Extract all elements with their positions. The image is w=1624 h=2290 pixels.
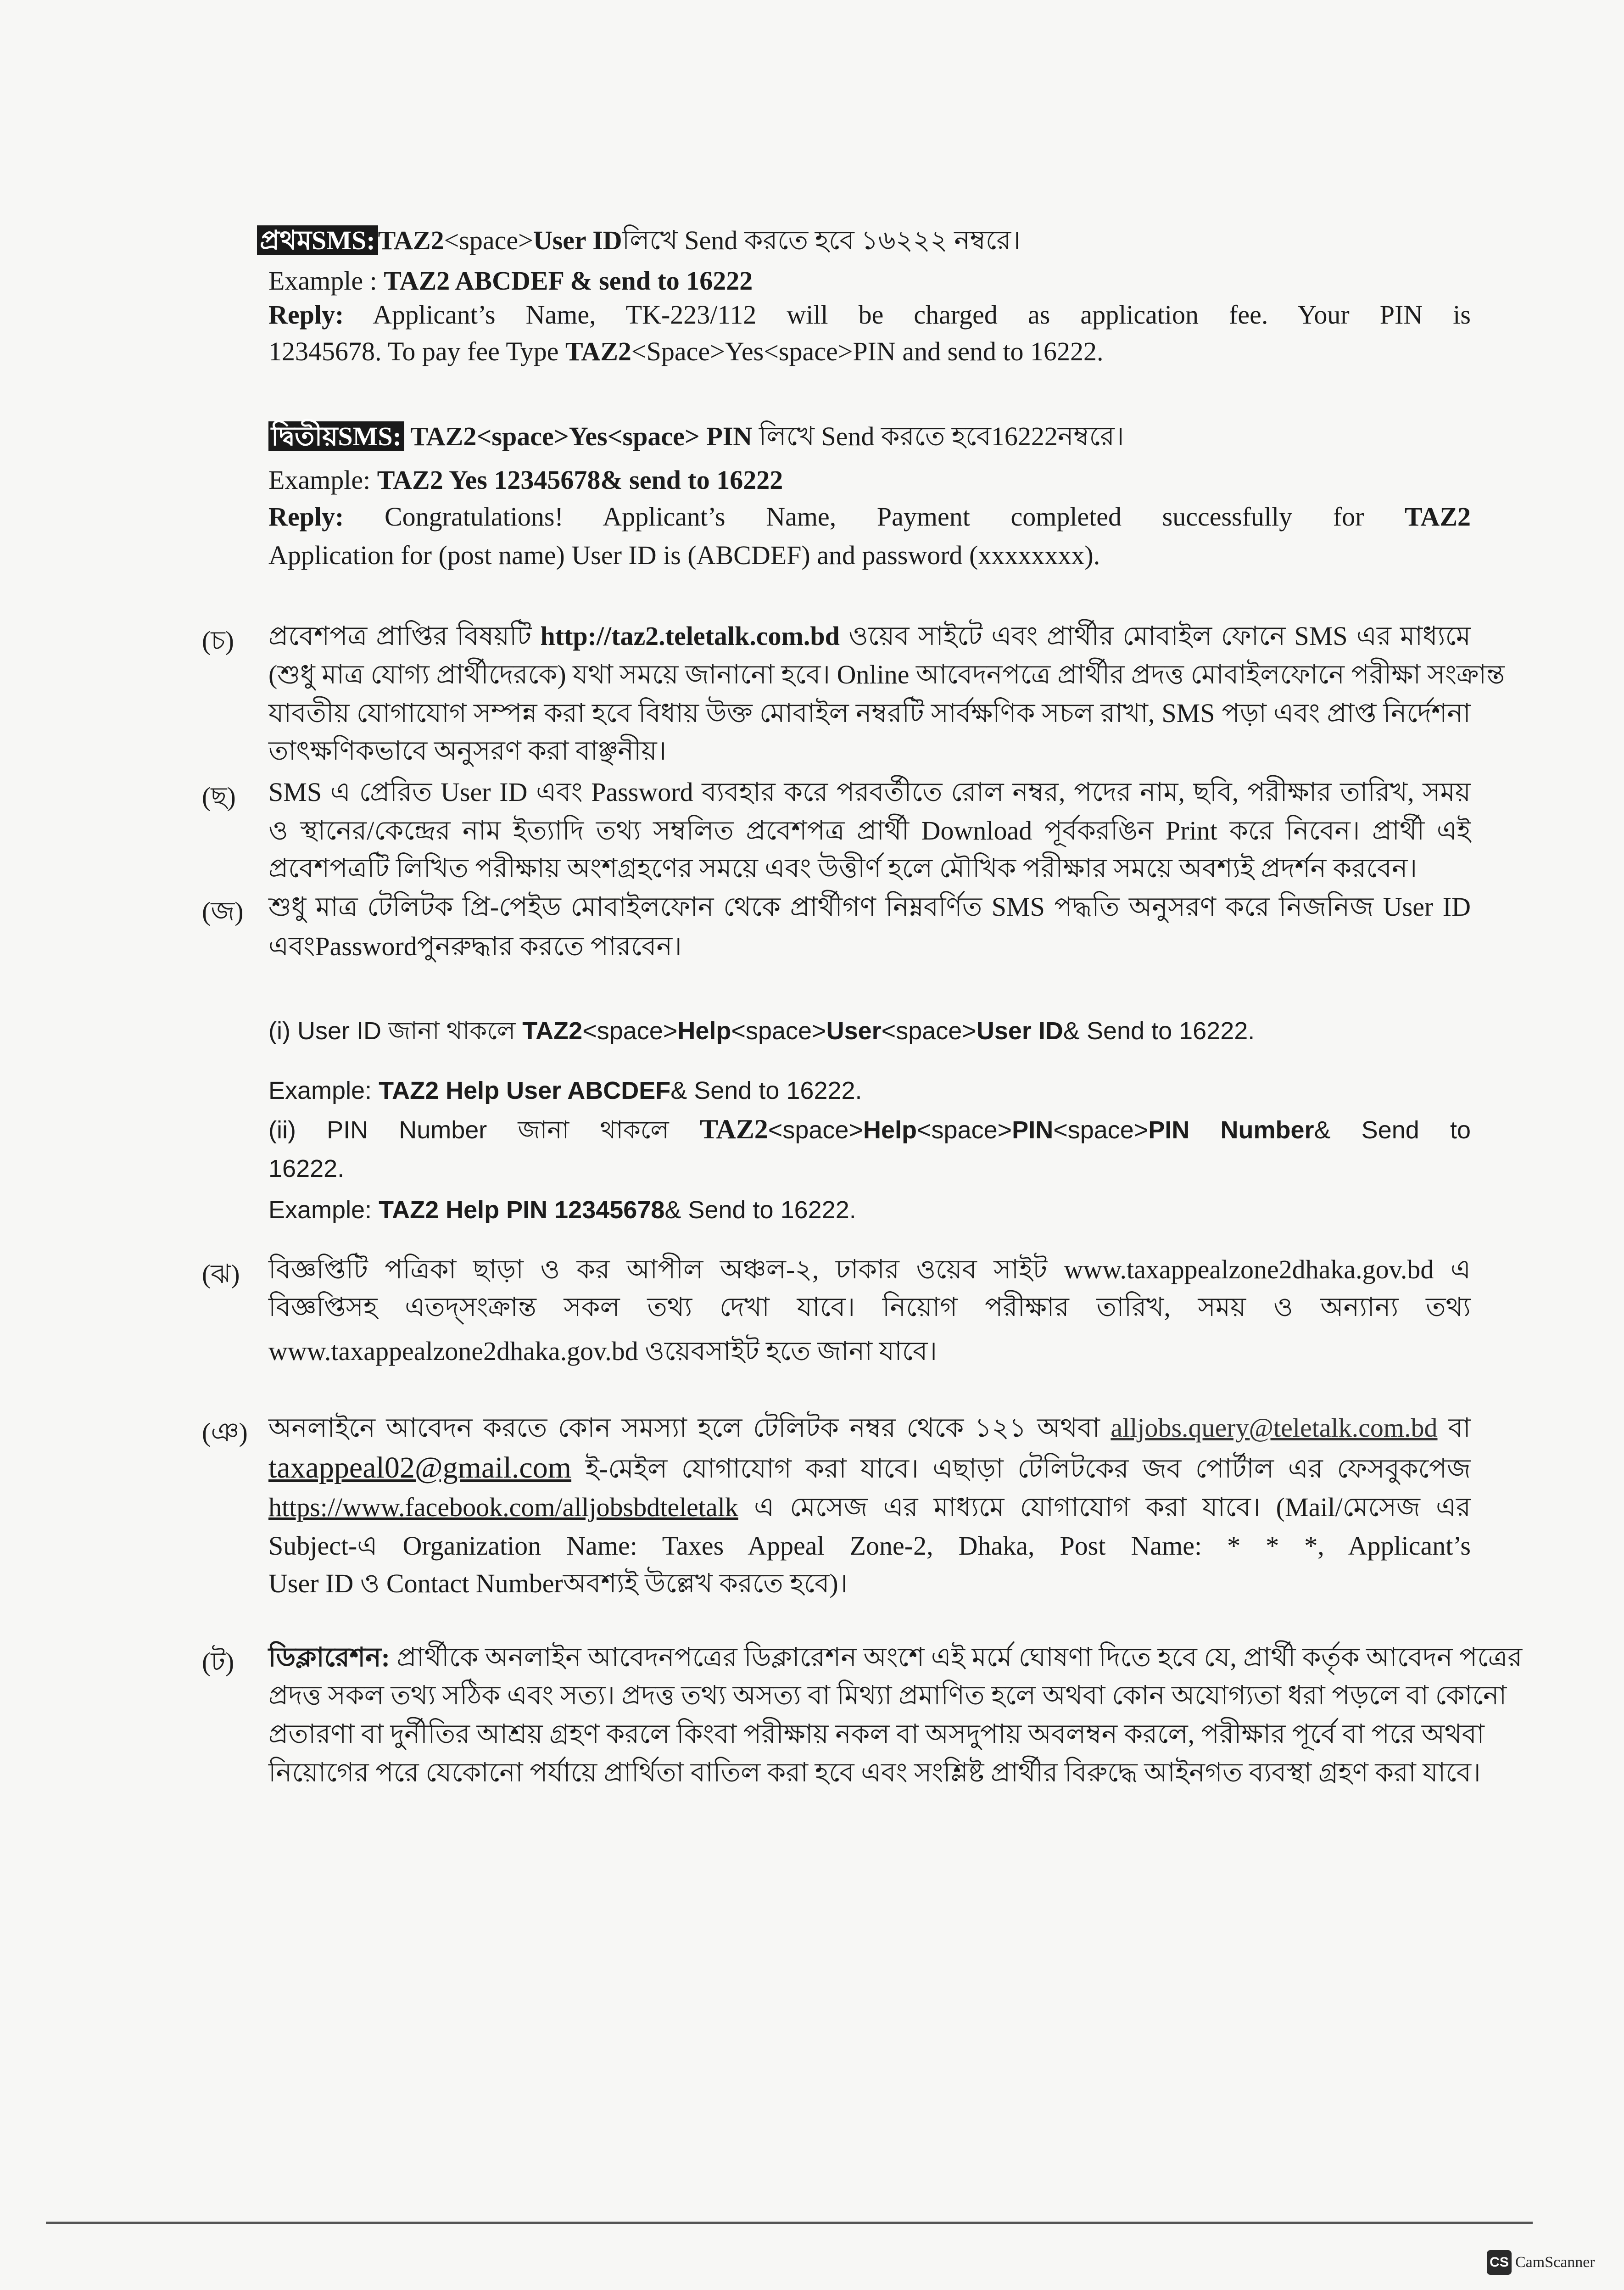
facebook-page-link[interactable]: https://www.facebook.com/alljobsbdteletalk: [268, 1492, 738, 1522]
item-cha-line1: [268, 620, 1471, 653]
sms2-example-prefix: Example:: [268, 465, 377, 495]
bottom-divider: [46, 2222, 1533, 2224]
sms2-cmd-instruction: লিখে Send করতে হবে16222নম্বরে।: [752, 421, 1124, 451]
item-ja-sub-i: [268, 1014, 1255, 1047]
item-ta-line2: প্রদত্ত সকল তথ্য সঠিক এবং সত্য। প্রদত্ত তথ্য অসত্য বা মিথ্যা প্রমাণিত হলে অথবা কোন অযোগ্যতা ধরা পড়লে বা কোনো: [268, 1680, 1507, 1710]
sub-i-userid: User ID: [976, 1017, 1063, 1045]
sms1-example-prefix: Example :: [268, 266, 384, 296]
item-nya-line3: [268, 1491, 1471, 1524]
sub-ii-help: Help: [863, 1116, 917, 1144]
sub-ii-text: (ii) PIN Number জানা থাকলে: [268, 1116, 700, 1144]
sms2-command-line: [268, 420, 1124, 453]
sub-i-keyword: TAZ2: [522, 1017, 583, 1045]
item-jha-line1: বিজ্ঞপ্তিটি পত্রিকা ছাড়া ও কর আপীল অঞ্চল-২, ঢাকার ওয়েব সাইট www.taxappealzone2dhaka.gov.bd এ: [268, 1254, 1471, 1284]
sub-i-send: & Send to 16222.: [1063, 1017, 1255, 1045]
sms1-reply-text1: Applicant’s Name, TK-223/112 will be charged as application fee. Your PIN is: [344, 300, 1471, 330]
sub-ii-space1: <space>: [768, 1116, 863, 1144]
item-chha-marker: (ছ): [202, 782, 236, 812]
sms1-example: [268, 264, 753, 297]
item-nya-marker: (ঞ): [202, 1417, 248, 1447]
camscanner-label: CamScanner: [1515, 2254, 1595, 2271]
item-jha-line3: www.taxappealzone2dhaka.gov.bd ওয়েবসাইট হতে জানা যাবে।: [268, 1336, 938, 1366]
item-jha-line2: বিজ্ঞপ্তিসহ এতদ্‌সংক্রান্ত সকল তথ্য দেখা যাবে। নিয়োগ পরীক্ষার তারিখ, সময় ও অন্যান্য তথ্য: [268, 1292, 1471, 1322]
example1-prefix: Example:: [268, 1077, 379, 1104]
sms2-reply-text2: Application for (post name) User ID is (ABCDEF) and password (xxxxxxxx).: [268, 540, 1100, 570]
sub-ii-pin-number: PIN Number: [1148, 1116, 1314, 1144]
item-ja-example1: [268, 1074, 862, 1107]
example1-send: & Send to 16222.: [670, 1077, 862, 1104]
sub-i-space2: <space>: [731, 1017, 826, 1045]
sms1-reply-label: Reply:: [268, 300, 344, 330]
item-nya-text2b: ই-মেইল যোগাযোগ করা যাবে। এছাড়া টেলিটকের জব পোর্টাল এর ফেসবুকপেজ: [571, 1454, 1471, 1484]
item-nya-text1a: অনলাইনে আবেদন করতে কোন সমস্যা হলে টেলিটক নম্বর থেকে ১২১ অথবা: [268, 1413, 1111, 1443]
example2-prefix: Example:: [268, 1196, 379, 1224]
declaration-label: ডিক্লারেশন:: [268, 1642, 390, 1672]
item-cha-marker: (চ): [202, 626, 234, 655]
item-ta-text1b: প্রার্থীকে অনলাইন আবেদনপত্রের ডিক্লারেশন অংশে এই মর্মে ঘোষণা দিতে হবে যে, প্রার্থী কর্তৃক আবেদন পত্রের: [390, 1642, 1523, 1672]
sms1-reply-text2b: TAZ2: [565, 336, 631, 366]
sub-ii-keyword: TAZ2: [699, 1114, 768, 1144]
item-ta-line4: নিয়োগের পরে যেকোনো পর্যায়ে প্রার্থিতা বাতিল করা হবে এবং সংশ্লিষ্ট প্রার্থীর বিরুদ্ধে আইনগত ব্যবস্থা গ্রহণ করা যাবে।: [268, 1758, 1481, 1787]
item-ja-sub-ii-line2: 16222.: [268, 1155, 345, 1182]
item-nya-text1c: বা: [1437, 1413, 1471, 1443]
sms2-reply-label: Reply:: [268, 502, 344, 532]
sms1-label: প্রথমSMS:: [257, 225, 378, 255]
sms1-reply-line2: [268, 335, 1104, 368]
item-chha-line2: ও স্থানের/কেন্দ্রের নাম ইত্যাদি তথ্য সম্বলিত প্রবেশপত্র প্রার্থী Download পূর্বকরঙিন Print করে নিবেন। প্রার্থী এই: [268, 816, 1471, 845]
item-ta-line1: [268, 1641, 1523, 1674]
item-ja-sub-ii: [268, 1113, 1471, 1147]
item-cha-link: http://taz2.teletalk.com.bd: [540, 621, 840, 651]
sub-i-space1: <space>: [582, 1017, 678, 1045]
example1-text: TAZ2 Help User ABCDEF: [379, 1077, 671, 1104]
camscanner-logo-icon: CS: [1487, 2250, 1512, 2275]
item-ta-marker: (ট): [202, 1647, 234, 1677]
sms1-reply-text2c: <Space>Yes<space>PIN and send to 16222.: [631, 336, 1104, 366]
item-nya-text3b: এ মেসেজ এর মাধ্যমে যোগাযোগ করা যাবে। (Mail/মেসেজ এর: [738, 1492, 1471, 1522]
example2-send: & Send to 16222.: [664, 1196, 856, 1224]
camscanner-watermark: [1487, 2250, 1595, 2275]
sms1-example-text: TAZ2 ABCDEF & send to 16222: [384, 266, 753, 296]
sub-ii-send: & Send to: [1314, 1116, 1471, 1144]
item-ta-line3: প্রতারণা বা দুর্নীতির আশ্রয় গ্রহণ করলে কিংবা পরীক্ষায় নকল বা অসদুপায় অবলম্বন করলে, পরীক্ষার পূর্বে বা পরে অথবা: [268, 1719, 1484, 1749]
item-cha-line2: (শুধু মাত্র যোগ্য প্রার্থীদেরকে) যথা সময়ে জানানো হবে। Online আবেদনপত্রে প্রার্থীর প্রদত্ত মোবাইলফোনে পরীক্ষা সংক্রান্ত: [268, 660, 1505, 689]
item-nya-line2: [268, 1451, 1471, 1485]
sub-i-space3: <space>: [881, 1017, 977, 1045]
sms1-reply-line1: [268, 298, 1471, 331]
item-cha-text1c: ওয়েব সাইটে এবং প্রার্থীর মোবাইল ফোনে SMS এর মাধ্যমে: [839, 621, 1471, 651]
item-nya-line1: [268, 1411, 1471, 1445]
sms2-label: দ্বিতীয়SMS:: [268, 421, 404, 451]
item-chha-line3: প্রবেশপত্রটি লিখিত পরীক্ষায় অংশগ্রহণের সময়ে এবং উত্তীর্ণ হলে মৌখিক পরীক্ষার সময়ে অবশ্যই প্রদর্শন করবেন।: [268, 853, 1418, 883]
sms2-cmd-keyword: TAZ2<space>Yes<space> PIN: [404, 421, 753, 451]
sms1-reply-text2a: 12345678. To pay fee Type: [268, 336, 565, 366]
item-nya-line4: Subject-এ Organization Name: Taxes Appeal Zone-2, Dhaka, Post Name: * * *, Applicant’s: [268, 1531, 1471, 1561]
item-nya-line5: User ID ও Contact Numberঅবশ্যই উল্লেখ করতে হবে)।: [268, 1568, 848, 1598]
sms1-command-line: [257, 224, 1021, 257]
sms2-reply-line2: [268, 539, 1100, 572]
sms2-example: [268, 464, 783, 497]
sub-ii-space2: <space>: [917, 1116, 1012, 1144]
item-cha-line3: যাবতীয় যোগাযোগ সম্পন্ন করা হবে বিধায় উক্ত মোবাইল নম্বরটি সার্বক্ষণিক সচল রাখা, SMS পড়া এবং প্রাপ্ত নির্দেশনা: [268, 698, 1471, 728]
example2-text: TAZ2 Help PIN 12345678: [379, 1196, 665, 1224]
sub-i-text: (i) User ID জানা থাকলে: [268, 1017, 523, 1045]
sms1-cmd-userid: User ID: [533, 225, 622, 255]
sub-ii-pin: PIN: [1012, 1116, 1054, 1144]
sms1-cmd-space: <space>: [444, 225, 533, 255]
sms2-reply-line1: [268, 500, 1471, 533]
teletalk-email-link[interactable]: alljobs.query@teletalk.com.bd: [1111, 1413, 1438, 1443]
item-ja-example2: [268, 1193, 856, 1226]
sms2-reply-text1b: TAZ2: [1405, 502, 1471, 532]
item-jha-marker: (ঝ): [202, 1259, 240, 1289]
item-ja-marker: (জ): [202, 896, 244, 926]
item-cha-text1a: প্রবেশপত্র প্রাপ্তির বিষয়টি: [268, 621, 541, 651]
sub-ii-space3: <space>: [1053, 1116, 1149, 1144]
item-cha-line4: তাৎক্ষণিকভাবে অনুসরণ করা বাঞ্ছনীয়।: [268, 736, 667, 766]
sub-i-user: User: [826, 1017, 882, 1045]
sub-i-help: Help: [677, 1017, 731, 1045]
taxappeal-email-link[interactable]: taxappeal02@gmail.com: [268, 1451, 572, 1484]
item-ja-line2: এবংPasswordপুনরুদ্ধার করতে পারবেন।: [268, 931, 682, 961]
sms2-example-text: TAZ2 Yes 12345678& send to 16222: [377, 465, 783, 495]
item-chha-line1: SMS এ প্রেরিত User ID এবং Password ব্যবহার করে পরবর্তীতে রোল নম্বর, পদের নাম, ছবি, পরীক্ষার তারিখ, সময়: [268, 777, 1471, 807]
item-ja-line1: শুধু মাত্র টেলিটক প্রি-পেইড মোবাইলফোন থেকে প্রার্থীগণ নিম্নবর্ণিত SMS পদ্ধতি অনুসরণ করে নিজনিজ User ID: [268, 892, 1471, 922]
sms1-cmd-instruction: লিখে Send করতে হবে ১৬২২২ নম্বরে।: [622, 225, 1021, 255]
sms1-cmd-keyword: TAZ2: [378, 225, 444, 255]
sms2-reply-text1a: Congratulations! Applicant’s Name, Payment completed successfully for: [344, 502, 1405, 532]
